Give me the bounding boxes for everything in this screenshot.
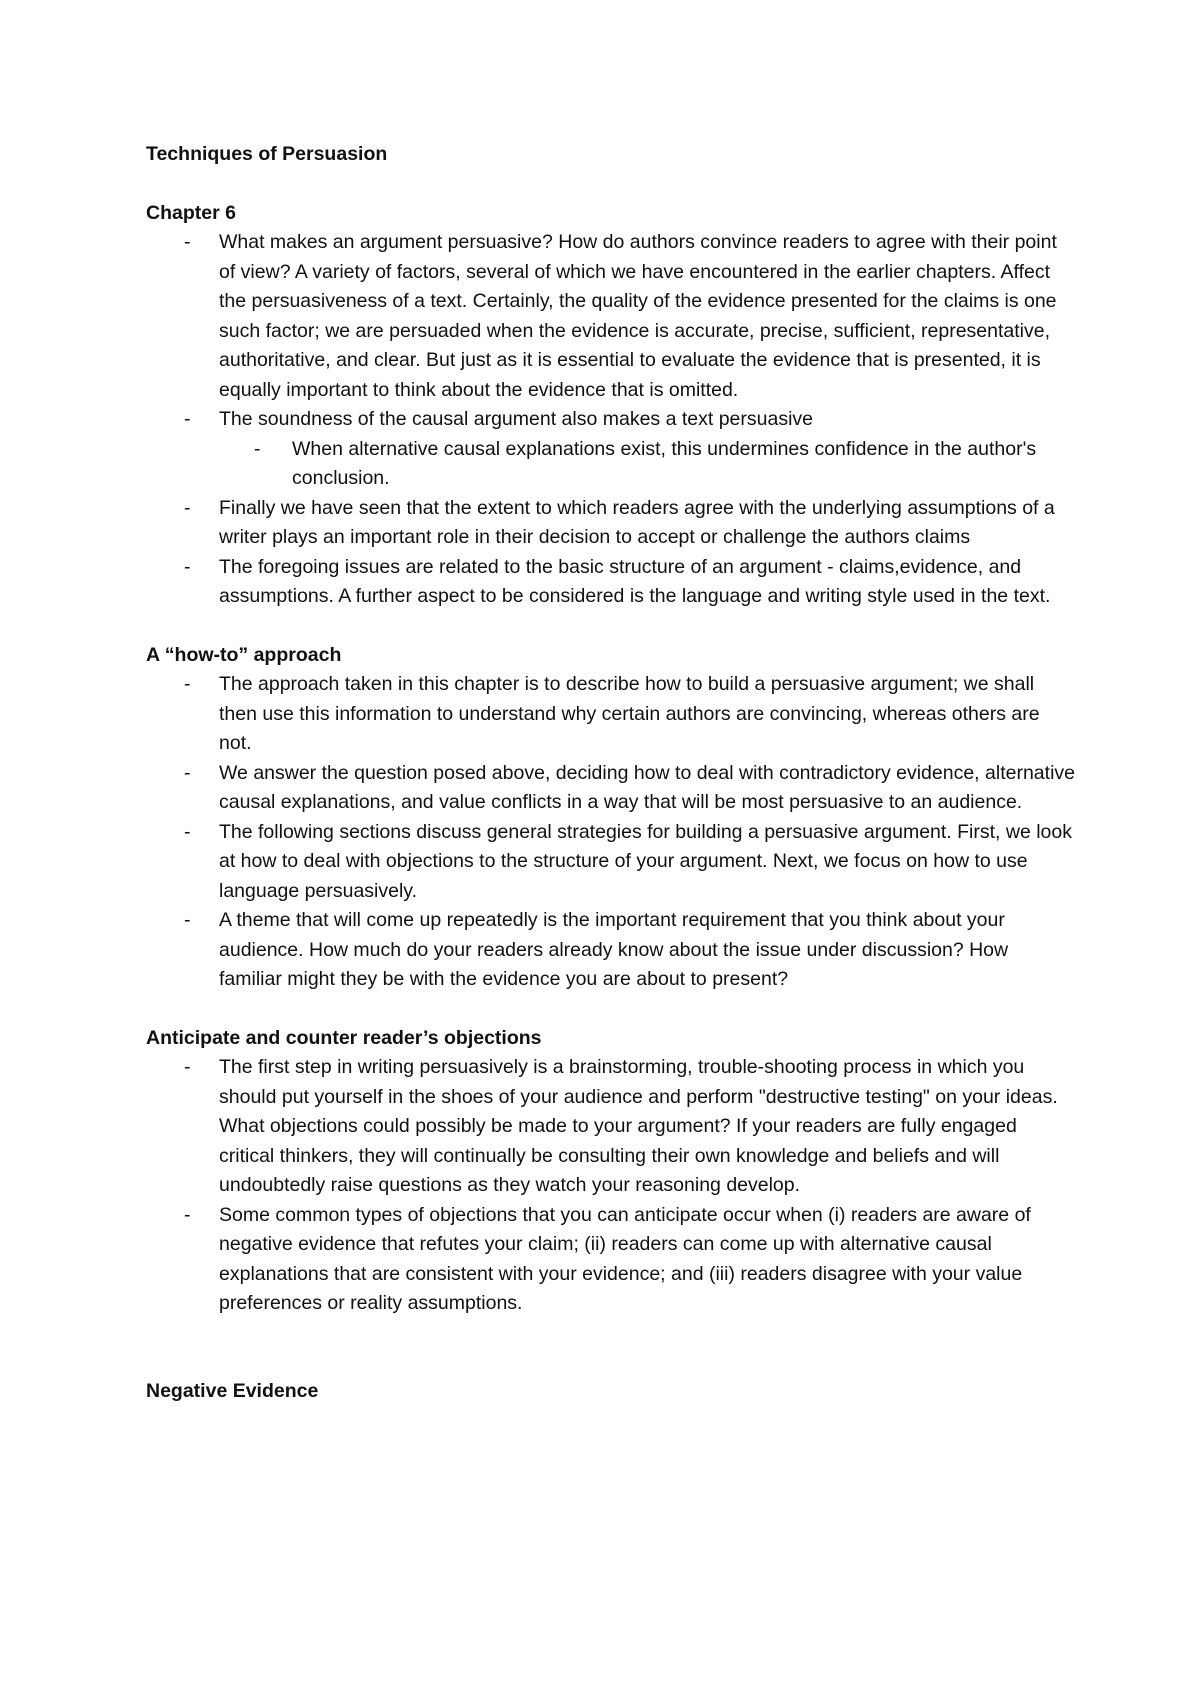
bullet-text: - A theme that will come up repeatedly is the important requirement that you think about your audience. How much do your readers already know about the issue under discussion? How familiar might they be with the evidence you are about to present? [219, 909, 1009, 990]
bullet-text: - The soundness of the causal argument also makes a text persuasive [219, 408, 813, 430]
section-anticipate-objections [146, 1024, 1076, 1319]
sub-bullet-item [219, 435, 1076, 494]
bullet-text: - We answer the question posed above, deciding how to deal with contradictory evidence, alternative causal explanations, and value conflicts in a way that will be most persuasive to an audience. [219, 761, 1075, 813]
bullet-item [146, 228, 1076, 405]
section-heading: A “how-to” approach [146, 643, 342, 666]
document-title: Techniques of Persuasion [146, 143, 388, 165]
bullet-text: - Finally we have seen that the extent to which readers agree with the underlying assumptions of a writer plays an important role in their decision to accept or challenge the authors claims [219, 496, 1055, 548]
bullet-item [146, 670, 1076, 759]
bullet-text: - The foregoing issues are related to the basic structure of an argument - claims,evidence, and assumptions. A further aspect to be considered is the language and writing style used in the text. [219, 555, 1051, 607]
section-heading: Chapter 6 [146, 201, 236, 224]
sub-bullet-list [219, 435, 1076, 494]
section-negative-evidence [146, 1377, 1076, 1407]
bullet-item [146, 405, 1076, 494]
section-heading: Anticipate and counter reader’s objections [146, 1026, 542, 1049]
bullet-item [146, 1201, 1076, 1319]
bullet-item [146, 553, 1076, 612]
bullet-list [146, 1053, 1076, 1319]
document-page [146, 140, 1076, 1406]
bullet-item [146, 818, 1076, 907]
bullet-item [146, 494, 1076, 553]
bullet-item [146, 1053, 1076, 1201]
bullet-text: - The following sections discuss general strategies for building a persuasive argument. First, we look at how to deal with objections to the structure of your argument. Next, we focus on how to use language persuasively. [219, 820, 1073, 902]
bullet-list [146, 670, 1076, 995]
bullet-text: - What makes an argument persuasive? How do authors convince readers to agree with their point of view? A variety of factors, several of which we have encountered in the earlier chapters. Affect the persuasiveness of a text. Certainly, the quality of the evidence presented for the claims is one such factor; we are persuaded when the evidence is accurate, precise, sufficient, representative, authoritative, and clear. But just as it is essential to evaluate the evidence that is presented, it is equally important to think about the evidence that is omitted. [219, 231, 1057, 401]
bullet-list [146, 228, 1076, 612]
section-how-to-approach [146, 641, 1076, 995]
bullet-item [146, 759, 1076, 818]
sub-bullet-text: - When alternative causal explanations exist, this undermines confidence in the author's conclusion. [292, 437, 1037, 489]
bullet-item [146, 906, 1076, 995]
bullet-text: - The approach taken in this chapter is to describe how to build a persuasive argument; we shall then use this information to understand why certain authors are convincing, whereas others are not. [219, 673, 1040, 754]
section-chapter-6 [146, 199, 1076, 612]
section-heading: Negative Evidence [146, 1379, 319, 1402]
bullet-text: - The first step in writing persuasively is a brainstorming, trouble-shooting process in which you should put yourself in the shoes of your audience and perform "destructive testing" on your ideas. What objections could possibly be made to your argument? If your readers are fully engaged critical thinkers, they will continually be consulting their own knowledge and beliefs and will undoubtedly raise questions as they watch your reasoning develop. [219, 1056, 1058, 1196]
bullet-text: - Some common types of objections that you can anticipate occur when (i) readers are aware of negative evidence that refutes your claim; (ii) readers can come up with alternative causal explanations that are consistent with your evidence; and (iii) readers disagree with your value preferences or reality assumptions. [219, 1203, 1031, 1314]
